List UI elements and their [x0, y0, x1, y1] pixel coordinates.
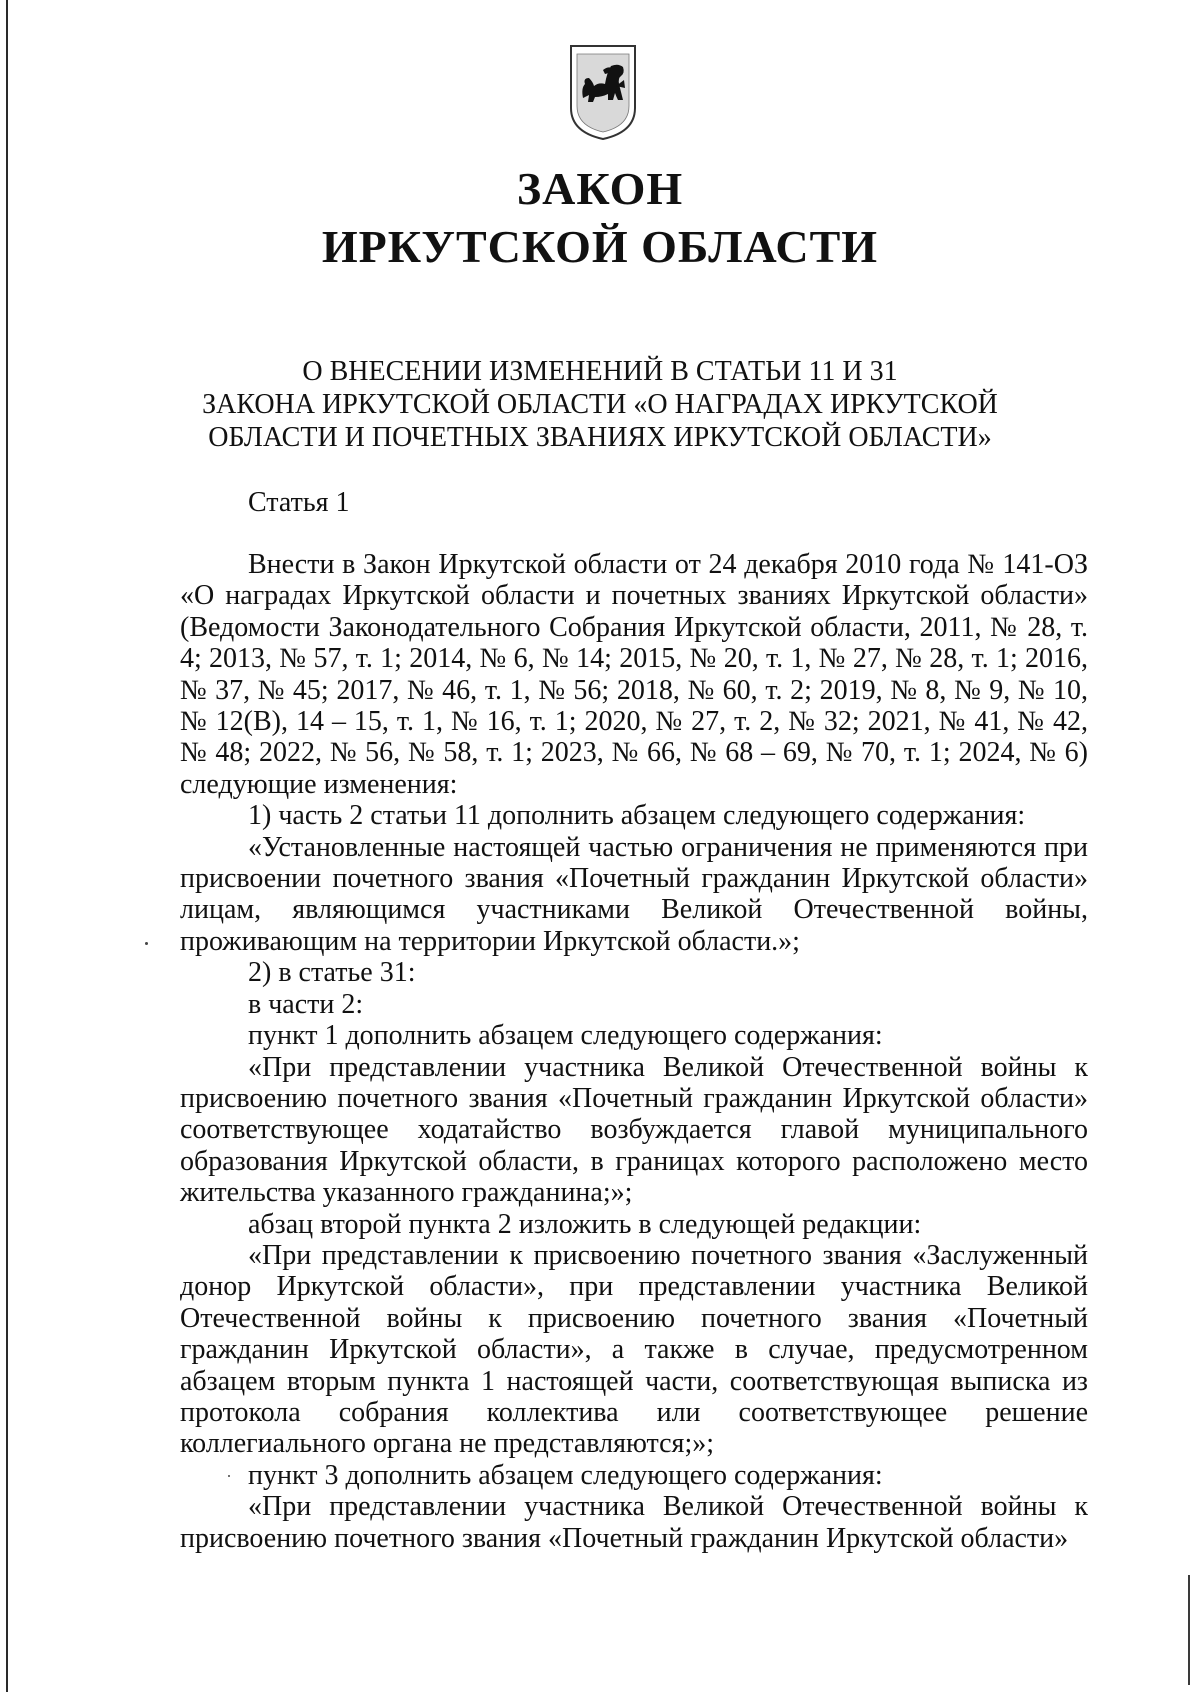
paragraph: «При представлении к присвоению почетного звания «Заслуженный донор Иркутской области», при представлении участника Великой Отечественной войны к присвоению почетного звания «Почетный гражданин Иркутской области», а также в случае, предусмотренном абзацем вторым пункта 1 настоящей части, соответствующая выписка из протокола собрания коллектива или соответствующее решение коллегиального органа не представляются;»; [180, 1239, 1088, 1460]
document-title: ЗАКОН [516, 163, 684, 214]
paragraph: 1) часть 2 статьи 11 дополнить абзацем следующего содержания: [248, 800, 1026, 832]
paragraph: в части 2: [248, 988, 364, 1020]
paragraph: пункт 1 дополнить абзацем следующего содержания: [248, 1020, 883, 1052]
paragraph: «Установленные настоящей частью ограничения не применяются при присвоении почетного звания «Почетный гражданин Иркутской области» лицам, являющимся участниками Великой Отечественной войны, проживающим на территории Иркутской области.»; [180, 831, 1088, 957]
paragraph: «При представлении участника Великой Отечественной войны к присвоению почетного звания «Почетный гражданин Иркутской области» [180, 1491, 1088, 1554]
document-title-region: ИРКУТСКОЙ ОБЛАСТИ [321, 221, 879, 272]
article-label: Статья 1 [248, 487, 350, 518]
law-heading-line: ОБЛАСТИ И ПОЧЕТНЫХ ЗВАНИЯХ ИРКУТСКОЙ ОБЛАСТИ» [208, 422, 992, 453]
paragraph: Внести в Закон Иркутской области от 24 декабря 2010 года № 141-ОЗ «О наградах Иркутской области и почетных званиях Иркутской области» (Ведомости Законодательного Собрания Иркутской области, 2011, № 28, т. 4; 2013, № 57, т. 1; 2014, № 6, № 14; 2015, № 20, т. 1, № 27, № 28, т. 1; 2016, № 37, № 45; 2017, № 46, т. 1, № 56; 2018, № 60, т. 2; 2019, № 8, № 9, № 10, № 12(В), 14 – 15, т. 1, № 16, т. 1; 2020, № 27, т. 2, № 32; 2021, № 41, № 42, № 48; 2022, № 56, № 58, т. 1; 2023, № 66, № 68 – 69, № 70, т. 1; 2024, № 6) следующие изменения: [180, 549, 1088, 800]
scan-speck [145, 942, 148, 945]
law-heading-line: О ВНЕСЕНИИ ИЗМЕНЕНИЙ В СТАТЬИ 11 И 31 [302, 356, 898, 387]
irkutsk-coat-of-arms-icon [568, 42, 638, 142]
scan-edge-right [1188, 1575, 1190, 1685]
paragraph: 2) в статье 31: [248, 957, 416, 989]
law-heading-line: ЗАКОНА ИРКУТСКОЙ ОБЛАСТИ «О НАГРАДАХ ИРКУТСКОЙ [202, 389, 998, 420]
paragraph: пункт 3 дополнить абзацем следующего содержания: [248, 1459, 883, 1491]
paragraph: абзац второй пункта 2 изложить в следующей редакции: [248, 1208, 922, 1240]
document-body [180, 549, 1088, 1554]
law-heading [180, 355, 1020, 454]
paragraph: «При представлении участника Великой Отечественной войны к присвоению почетного звания «Почетный гражданин Иркутской области» соответствующее ходатайство возбуждается главой муниципального образования Иркутской области, в границах которого расположено место жительства указанного гражданина;»; [180, 1051, 1088, 1209]
